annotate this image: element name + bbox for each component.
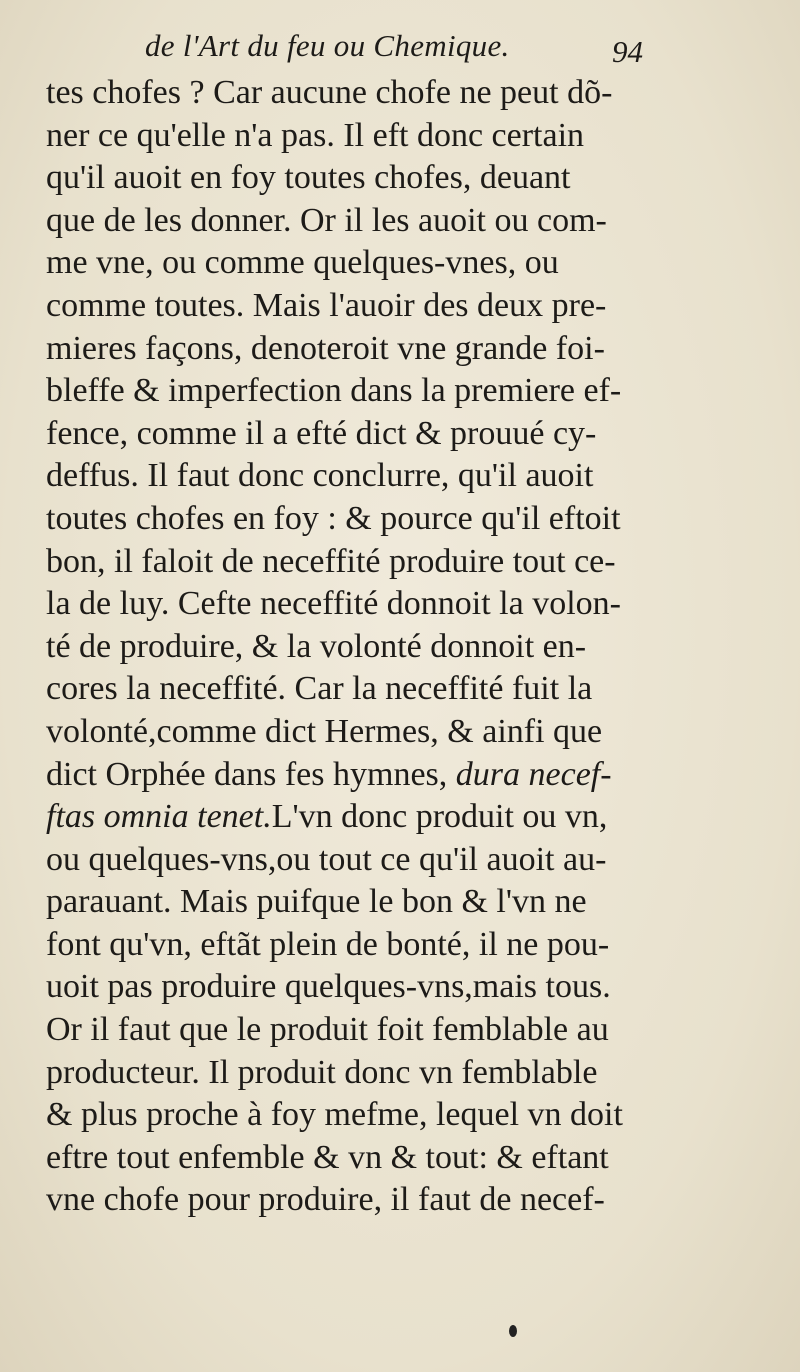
italic-quote: ftas omnia tenet. [46, 798, 272, 836]
text-line [46, 711, 766, 754]
text-line [46, 966, 766, 1009]
line-text: parauant. Mais puifque le bon & l'vn ne [46, 883, 587, 921]
text-line [46, 370, 766, 413]
text-line [46, 200, 766, 243]
line-text: Or il faut que le produit foit femblable au [46, 1011, 609, 1049]
body-text [46, 72, 766, 1222]
italic-quote: dura necef- [455, 755, 612, 793]
text-line [46, 924, 766, 967]
line-text: eftre tout enfemble & vn & tout: & eftant [46, 1138, 609, 1176]
line-text: tes chofes ? Car aucune chofe ne peut dõ- [46, 74, 613, 111]
text-line [46, 668, 766, 711]
line-text: L'vn donc produit ou vn, [271, 798, 608, 836]
running-head: de l'Art du feu ou Chemique. [145, 28, 510, 63]
line-text: fence, comme il a efté dict & prouué cy- [46, 414, 597, 452]
line-text: comme toutes. Mais l'auoir des deux pre- [46, 286, 607, 324]
line-text: mieres façons, denoteroit vne grande foi- [46, 329, 605, 367]
line-text: bon, il faloit de neceffité produire tout ce- [46, 542, 616, 580]
line-text: vne chofe pour produire, il faut de necef- [46, 1181, 605, 1219]
line-text: deffus. Il faut donc conclurre, qu'il auoit [46, 457, 594, 495]
line-text: toutes chofes en foy : & pource qu'il eftoit [46, 499, 621, 537]
text-line [46, 242, 766, 285]
text-line [46, 1137, 766, 1180]
text-line [46, 115, 766, 158]
text-line [46, 498, 766, 541]
text-line [46, 754, 766, 797]
text-line [46, 839, 766, 882]
text-line [46, 1009, 766, 1052]
text-line [46, 328, 766, 371]
text-line [46, 796, 766, 839]
ink-dot-ornament [509, 1325, 517, 1337]
line-text: & plus proche à foy mefme, lequel vn doit [46, 1096, 623, 1134]
line-text: font qu'vn, eftãt plein de bonté, il ne pou- [46, 925, 610, 963]
line-text: uoit pas produire quelques-vns,mais tous. [46, 968, 611, 1006]
text-line [46, 285, 766, 328]
line-text: volonté,comme dict Hermes, & ainfi que [46, 712, 603, 750]
line-text: me vne, ou comme quelques-vnes, ou [46, 244, 559, 282]
line-text: cores la neceffité. Car la neceffité fuit la [46, 670, 593, 708]
text-line [46, 1052, 766, 1095]
line-text: ner ce qu'elle n'a pas. Il eft donc certain [46, 116, 585, 154]
text-line [46, 1094, 766, 1137]
text-line [46, 541, 766, 584]
text-line [46, 72, 766, 115]
text-line [46, 455, 766, 498]
line-text: bleffe & imperfection dans la premiere ef- [46, 372, 622, 410]
line-text: té de produire, & la volonté donnoit en- [46, 627, 587, 665]
line-text: producteur. Il produit donc vn femblable [46, 1053, 598, 1091]
text-line [46, 583, 766, 626]
line-text: qu'il auoit en foy toutes chofes, deuant [46, 159, 571, 197]
text-line [46, 881, 766, 924]
line-text: dict Orphée dans fes hymnes, [46, 755, 456, 793]
text-line [46, 413, 766, 456]
text-line [46, 1179, 766, 1222]
line-text: ou quelques-vns,ou tout ce qu'il auoit au- [46, 840, 607, 878]
text-line [46, 626, 766, 669]
text-line [46, 157, 766, 200]
line-text: la de luy. Cefte neceffité donnoit la volon- [46, 585, 621, 623]
page-number: 94 [612, 34, 643, 69]
line-text: que de les donner. Or il les auoit ou com- [46, 201, 607, 239]
